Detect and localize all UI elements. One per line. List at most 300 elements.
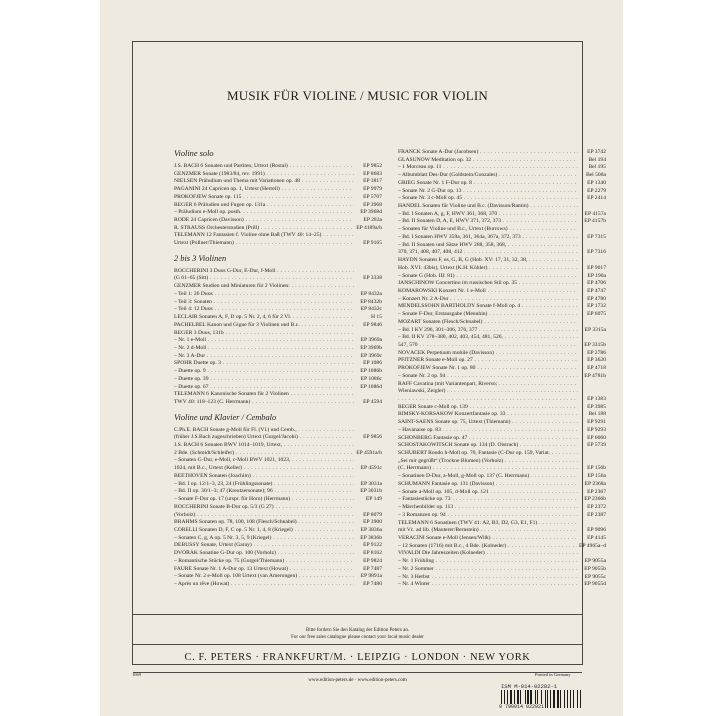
entry-title [398, 373, 578, 381]
catalogue-entry [398, 365, 606, 373]
work-title: 6 Sonaten BWV 1014–1019, Urtext, [199, 442, 283, 449]
catalogue-entry [398, 303, 606, 311]
catalogue-entry [398, 450, 606, 458]
work-title: – Bd. II Sonaten D, A, E, HWV 371, 372, 373 [398, 218, 502, 225]
work-title: – Sonate F-Dur op. 17 (urspr. für Horn) (Herrmann) [174, 496, 291, 503]
composer-name: J.S. BACH [174, 162, 200, 169]
catalogue-entry [174, 291, 382, 299]
entry-title [174, 306, 354, 314]
work-title: – Nr. 2 Sommer [398, 565, 434, 572]
entry-title [174, 314, 354, 322]
catalogue-entry [174, 376, 382, 384]
catalogue-entry [174, 345, 382, 353]
edition-number: EP 3031a [360, 480, 382, 487]
catalogue-entry [174, 268, 382, 276]
entry-title [398, 226, 578, 234]
entry-title [174, 330, 354, 338]
entry-title [174, 566, 354, 574]
catalogue-entry [174, 232, 382, 240]
composer-name: REGER [174, 201, 193, 208]
edition-number: H 15 [370, 314, 382, 321]
barcode-bar [556, 690, 557, 708]
edition-number: EP 4591c [360, 465, 382, 472]
edition-number: EP 3985 [587, 403, 606, 410]
edition-number: EP 5707 [363, 193, 382, 200]
entry-title [174, 337, 354, 345]
catalogue-entry [174, 442, 382, 450]
entry-title [174, 427, 354, 435]
work-title: Sonate c-Moll op. 139 [416, 403, 468, 410]
entry-title [174, 473, 354, 481]
catalogue-entry-continued [174, 450, 382, 458]
entry-title [398, 195, 578, 203]
entry-title [398, 535, 578, 543]
entry-title [398, 465, 578, 473]
work-title: Sonate e-Moll (Jensen/Wilk) [424, 534, 491, 541]
work-title: – Märchenbilder op. 113 [398, 504, 454, 511]
catalogue-entry [398, 489, 606, 497]
catalogue-entry [398, 257, 606, 265]
entry-title [398, 489, 578, 497]
edition-number: EP 3968d [360, 209, 382, 216]
composer-name: TELEMANN [174, 232, 205, 239]
edition-number: EP 1340 [587, 179, 606, 186]
catalogue-entry [398, 535, 606, 543]
work-title: Konzert Nr. 1 e-Moll [437, 287, 486, 294]
work-title: Sonaten für Violine und B.c. (Davisson/Ramin) [420, 203, 529, 210]
work-title: Sonaten op. 78, 100, 108 (Flesch/Schnabel) [197, 519, 297, 526]
entry-title [174, 291, 354, 299]
edition-number: EP 8079 [363, 511, 382, 518]
work-title: Orchesterstudien (Prill) [205, 224, 260, 231]
entry-title [398, 558, 578, 566]
composer-name: GENZMER [174, 283, 202, 290]
composer-name: RIMSKY-KORSAKOW [398, 411, 454, 418]
entry-title [174, 542, 354, 550]
work-title: Präludium und Thema mit Variationen op. 48 [197, 178, 300, 185]
catalogue-entry [398, 381, 606, 389]
catalogue-entry [174, 299, 382, 307]
composer-name: R. STRAUSS [174, 224, 206, 231]
edition-number: EP 4145 [587, 534, 606, 541]
entry-title [174, 519, 354, 527]
composer-name: REGER [398, 403, 417, 410]
work-title: 24 Capricen (Davisson) [189, 216, 244, 223]
work-title: (Vorholz) [174, 511, 196, 518]
work-title: – Bd. II Sonaten und Sätze HWV 288, 358, 368, [398, 241, 507, 248]
catalogue-entry-continued [174, 434, 382, 442]
entry-title [174, 217, 354, 225]
work-title: Sonaten F, es, G, B, G (Hob. XV: 17, 31, 32, 38, [417, 257, 528, 264]
catalogue-entry [398, 296, 606, 304]
back-cover-page [100, 0, 623, 716]
entry-title [398, 164, 578, 172]
catalogue-entry [174, 217, 382, 225]
edition-number: EP 6060 [587, 434, 606, 441]
entry-title [174, 353, 354, 361]
catalogue-entry [398, 574, 606, 582]
work-title: – Sonaten für Violine und B.c., Urtext (Burrows) [398, 226, 508, 233]
entry-title [398, 481, 578, 489]
catalogue-entry [398, 203, 606, 211]
catalogue-note-de: Bitte fordern Sie den Katalog der Edition Peters an. [305, 628, 410, 633]
edition-number: EP 9055a [584, 558, 606, 565]
work-title: Sonaten (Flesch/Schnabel) [421, 318, 483, 325]
edition-number: EP 8162 [363, 550, 382, 557]
entry-title [174, 209, 354, 217]
left-column [174, 149, 382, 589]
composer-name: HAYDN [398, 257, 418, 264]
catalogue-entry [398, 211, 606, 219]
edition-number: EP 3315b [584, 341, 606, 348]
catalogue-entry-continued [398, 527, 606, 535]
catalogue-entry [174, 566, 382, 574]
entry-title [174, 283, 354, 291]
edition-number: EP 4780 [587, 295, 606, 302]
work-title: Sonate (1983/84, rev. 1991) [201, 170, 265, 177]
edition-number: EP 4157a [584, 210, 606, 217]
work-title: – Sonate Nr. 3 c-Moll op. 45 [398, 195, 463, 202]
work-title: – Après un rêve (Howat) [174, 580, 230, 587]
catalogue-entry [398, 558, 606, 566]
catalogue-entry [398, 357, 606, 365]
entry-title [398, 404, 578, 412]
catalogue-entry [398, 319, 606, 327]
catalogue-entry-continued [398, 388, 606, 396]
work-title: Perpetuum mobile (Davisson) [425, 349, 494, 356]
edition-number: EP 4718 [587, 365, 606, 372]
work-title: Sonate f-Moll op. 4 [475, 303, 521, 310]
edition-number: EP 2414 [587, 195, 606, 202]
catalogue-entry [174, 391, 382, 399]
edition-number: EP 1086d [360, 383, 382, 390]
edition-number: EP 6075 [587, 311, 606, 318]
work-title: – Nr. 3 A-Dur [174, 352, 206, 359]
composer-name: SPOHR [174, 360, 193, 367]
barcode-bar [565, 690, 566, 708]
catalogue-entry [174, 519, 382, 527]
catalogue-entry [398, 473, 606, 481]
entry-title [398, 450, 578, 458]
edition-number: EP 3968 [363, 201, 382, 208]
entry-title [398, 442, 578, 450]
entry-title [398, 350, 578, 358]
catalogue-entry [174, 384, 382, 392]
work-title: – Sonate Nr. 2 op. 94 [398, 372, 446, 379]
barcode-bar [574, 690, 576, 708]
edition-number: EP 9846 [363, 321, 382, 328]
entry-title [398, 172, 578, 180]
edition-number: EP 2387 [587, 511, 606, 518]
catalogue-entry [174, 163, 382, 171]
entry-title [398, 550, 578, 558]
section-heading: Violine und Klavier / Cembalo [174, 412, 277, 422]
entry-title [398, 273, 578, 281]
work-title: – Präludium e-Moll op. posth. [174, 209, 242, 216]
catalogue-entry [174, 473, 382, 481]
catalogue-entry [398, 288, 606, 296]
edition-number: EP 9055b [584, 565, 606, 572]
work-title: Kanon und Gigue für 3 Violinen und B.c. [205, 321, 300, 328]
catalogue-entry [398, 543, 606, 551]
work-title: – Nr. 3 Herbst [398, 573, 430, 580]
section-heading: 2 bis 3 Violinen [174, 253, 227, 263]
work-title: – Sonate Nr. 2 G-Dur op. 13 [398, 187, 462, 194]
edition-number: EP 156a [587, 473, 606, 480]
entry-title [174, 194, 354, 202]
catalogue-entry [398, 404, 606, 412]
entry-title [398, 203, 578, 211]
entry-title [174, 391, 354, 399]
edition-number: EP 9165 [363, 240, 382, 247]
catalogue-entry-continued [174, 240, 382, 248]
entry-title [398, 242, 578, 250]
catalogue-entry-continued [398, 265, 606, 273]
catalogue-entry [174, 283, 382, 291]
edition-number: EP 4781b [584, 372, 606, 379]
entry-title [398, 288, 578, 296]
entry-title [398, 504, 578, 512]
work-title: – Teil 4: 12 Duos [174, 306, 213, 313]
entry-title [174, 535, 354, 543]
composer-name: SCHUMANN [398, 480, 431, 487]
catalogue-entry-continued [398, 249, 606, 257]
catalogue-entry [174, 550, 382, 558]
entry-title [174, 171, 354, 179]
entry-title [174, 442, 354, 450]
work-title: – Nr. 1 e-Moll [174, 337, 207, 344]
barcode-bar [570, 690, 571, 708]
entry-title [174, 360, 354, 368]
edition-number: EP 1732 [587, 303, 606, 310]
catalogue-entry [398, 581, 606, 589]
edition-number: EP 2367 [587, 488, 606, 495]
catalogue-entry [174, 202, 382, 210]
edition-number: EP 3836a [360, 526, 382, 533]
edition-number: Bel 195 [588, 164, 606, 171]
catalogue-entry [398, 520, 606, 528]
catalogue-entry [398, 350, 606, 358]
catalogue-entry [174, 225, 382, 233]
catalogue-entry [398, 419, 606, 427]
catalogue-entry [398, 566, 606, 574]
edition-number: EP 9852 [363, 162, 382, 169]
page-number: 1069 [132, 672, 141, 677]
catalogue-entry [398, 504, 606, 512]
work-title: – Teil 3: Sonaten [174, 298, 212, 305]
work-title: 12 Fantasien f. Violine ohne Baß (TWV 40: 14–25) [204, 232, 322, 239]
work-title: – Bd. I Sonaten A, g, F, HWV 361, 368, 370 [398, 210, 498, 217]
edition-number: EP 8432b [360, 298, 382, 305]
work-title: – Albumblatt Des-Dur (Goldstein/Gonzales) [398, 172, 498, 179]
work-title: Meditation op. 32 [429, 156, 472, 163]
work-title: – Fantasiestücke op. 73 [398, 496, 451, 503]
composer-name: BRAHMS [174, 519, 198, 526]
edition-number: EP 3742 [587, 149, 606, 155]
edition-number: EP 3315a [584, 326, 606, 333]
entry-title [398, 574, 578, 582]
edition-number: EP 3900 [363, 519, 382, 526]
composer-name: MENDELSSOHN BARTHOLDY [398, 303, 475, 310]
entry-title [174, 376, 354, 384]
catalogue-entry [398, 411, 606, 419]
work-title: – Duette op. 9 [174, 368, 206, 375]
composer-name: FRANCK [398, 149, 421, 155]
catalogue-entry-continued [398, 342, 606, 350]
catalogue-entry [398, 180, 606, 188]
work-title: – 3 Romanzen op. 94 [398, 511, 446, 518]
composer-name: SAINT-SAËNS [398, 419, 434, 426]
composer-name: GLASUNOW [398, 156, 430, 163]
catalogue-entry [174, 337, 382, 345]
catalogue-entry [398, 234, 606, 242]
entry-title [398, 211, 578, 219]
entry-title [398, 520, 578, 528]
catalogue-entry [174, 457, 382, 465]
composer-name: GRIEG [398, 179, 416, 186]
edition-number: EP 1086c [360, 375, 382, 382]
work-title: – Bd. II KV 378–380, 402, 403, 454, 481, 526, [398, 334, 503, 341]
entry-title-continued: Wieniawski, Zeigler) . . . [398, 388, 578, 396]
entry-title [174, 504, 354, 512]
work-title: Konzertfantasie op. 33 [453, 411, 506, 418]
catalogue-entry [398, 157, 606, 165]
work-title: Sonate Nr. 1 F-Dur op. 8 [415, 179, 472, 186]
composer-name: DEBUSSY [174, 542, 200, 549]
composer-name: TELEMANN [174, 391, 205, 398]
composer-name: HÄNDEL [398, 203, 421, 210]
work-title: Cavatina (mit Variantenpart, Riverso; [412, 380, 498, 387]
catalogue-note [133, 627, 582, 641]
entry-title [398, 280, 578, 288]
catalogue-entry [174, 330, 382, 338]
work-title: – Duette op. 39 [174, 375, 209, 382]
work-title: 3 Duos G-Dur, E-Dur, f-Moll [208, 267, 276, 274]
work-title: – Bd. I KV 296, 301–306, 376, 377 [398, 326, 478, 333]
edition-number: EP 3836b [360, 534, 382, 541]
work-title: Sonate op. 75, Urtext (Thiemann) [433, 419, 511, 426]
catalogue-entry [398, 512, 606, 520]
entry-title-continued: „Sei mir gegrüßt“ (Trockne Blumen) (Vorholz) . . . [398, 458, 578, 466]
edition-number: EP 9055d [584, 581, 606, 588]
entry-title [398, 512, 578, 520]
entry-title [398, 234, 578, 242]
catalogue-entry [398, 435, 606, 443]
edition-number: EP 3338 [363, 275, 382, 282]
footer-divider-middle [133, 644, 582, 645]
edition-number: EP 7487 [363, 565, 382, 572]
catalogue-entry [174, 171, 382, 179]
edition-number: EP 9017 [587, 264, 606, 271]
entry-title [174, 558, 354, 566]
work-title: – Konzert Nr. 2 A-Dur [398, 295, 449, 302]
barcode-digits: 9 790014 022921 [499, 704, 545, 710]
edition-number: EP 7480 [363, 580, 382, 587]
catalogue-entry [398, 273, 606, 281]
edition-number: EP 1383 [587, 396, 606, 402]
catalogue-entry [174, 542, 382, 550]
section-heading: Violine solo [174, 149, 214, 158]
entry-title [398, 411, 578, 419]
entry-title [398, 566, 578, 574]
edition-number: EP 9055c [584, 573, 606, 580]
edition-number: EP 9856 [363, 434, 382, 441]
entry-title [398, 473, 578, 481]
catalogue-entry [398, 188, 606, 196]
edition-number: EP 4594 [363, 398, 382, 405]
catalogue-entry [174, 527, 382, 535]
work-title: – Nr. 1 Frühling [398, 558, 435, 565]
work-title: 24 Capricen op. 1, Urtext (Herrell) [200, 186, 280, 193]
work-title: – Sonaten C, g, A op. 5 Nr. 3, 5, 9 (Kriegel) [174, 534, 272, 541]
catalogue-entry [174, 194, 382, 202]
work-title: Rondo h-Moll op. 70, Fantasie (C-Dur op. 159, Variat. [426, 450, 551, 457]
composer-name: FAURÉ [174, 565, 192, 572]
catalogue-entry [174, 504, 382, 512]
edition-number: EP 1086b [360, 368, 382, 375]
edition-number: EP 2279 [587, 187, 606, 194]
work-title: Sonatine G-Dur op. 100 (Vorholz) [197, 550, 276, 557]
catalogue-entry [398, 396, 606, 404]
entry-title [174, 225, 354, 233]
website-line: www.edition-peters.de · www.edition-peters.com [308, 678, 407, 683]
catalogue-entry [174, 322, 382, 330]
work-title: – 1 Morceau op. 11 [398, 164, 442, 171]
catalogue-entry [174, 558, 382, 566]
entry-title [398, 157, 578, 165]
catalogue-entry [174, 573, 382, 581]
composer-name: JANSCHINOW [398, 280, 435, 287]
work-title: Sonaten A, F, D op. 5 Nr. 2, 4, 6 für 2 Vl. [197, 314, 292, 321]
edition-number: EP 2372 [587, 504, 606, 511]
entry-title [398, 311, 578, 319]
edition-number: EP 190a [587, 272, 606, 279]
work-title: Fantasie op. 47 [431, 434, 468, 441]
catalogue-entry-continued [174, 399, 382, 407]
composer-name: TELEMANN [398, 519, 429, 526]
work-title: Sonate Nr. 1 op. 80 [430, 365, 476, 372]
entry-title [398, 581, 578, 589]
right-column [398, 149, 606, 589]
work-title: Studien und Miniaturen für 2 Violinen: [201, 283, 290, 290]
entry-title-continued: (früher J.S.Bach zugeschrieben) Urtext (Gurgel/Jacobi) . . . [174, 434, 354, 442]
composer-name: C.Ph.E. BACH [174, 426, 209, 433]
edition-number: Bel 194 [588, 156, 606, 163]
edition-number: EP 9891a [360, 573, 382, 580]
edition-number: EP 2786 [587, 349, 606, 356]
work-title: Sonate Nr. 1 A-Dur op. 13 Urtext (Howat) [191, 565, 288, 572]
entry-title [174, 384, 354, 392]
catalogue-entry [174, 581, 382, 589]
edition-number: EP 3620 [587, 357, 606, 364]
work-title: – 12 Sonaten (1716) mit B.c., 4 Bde. (Kolneder) [398, 542, 507, 549]
entry-title-continued: mit Vc. ad lib. (Mauterer/Bernstein) . . . [398, 527, 578, 535]
entry-title [398, 180, 578, 188]
edition-number: EP 8683 [363, 170, 382, 177]
composer-name: GENZMER [174, 170, 202, 177]
catalogue-entry [174, 481, 382, 489]
entry-title [174, 496, 354, 504]
entry-title [174, 488, 354, 496]
composer-name: PROKOFJEW [398, 365, 431, 372]
work-title: – Havanaise op. 83 [398, 426, 441, 433]
edition-number: EP 2368a [584, 480, 606, 487]
work-title: – Sonaten G-Dur, e-Moll, c-Moll BWV 1021, 1023, [174, 457, 291, 464]
composer-name: SCHOSTAKOWITSCH [398, 442, 453, 449]
catalogue-entry-continued [174, 465, 382, 473]
catalogue-entry [398, 334, 606, 342]
entry-title-continued: 2 Bde. (Schmidt/Schleifer) . . . [174, 450, 354, 458]
